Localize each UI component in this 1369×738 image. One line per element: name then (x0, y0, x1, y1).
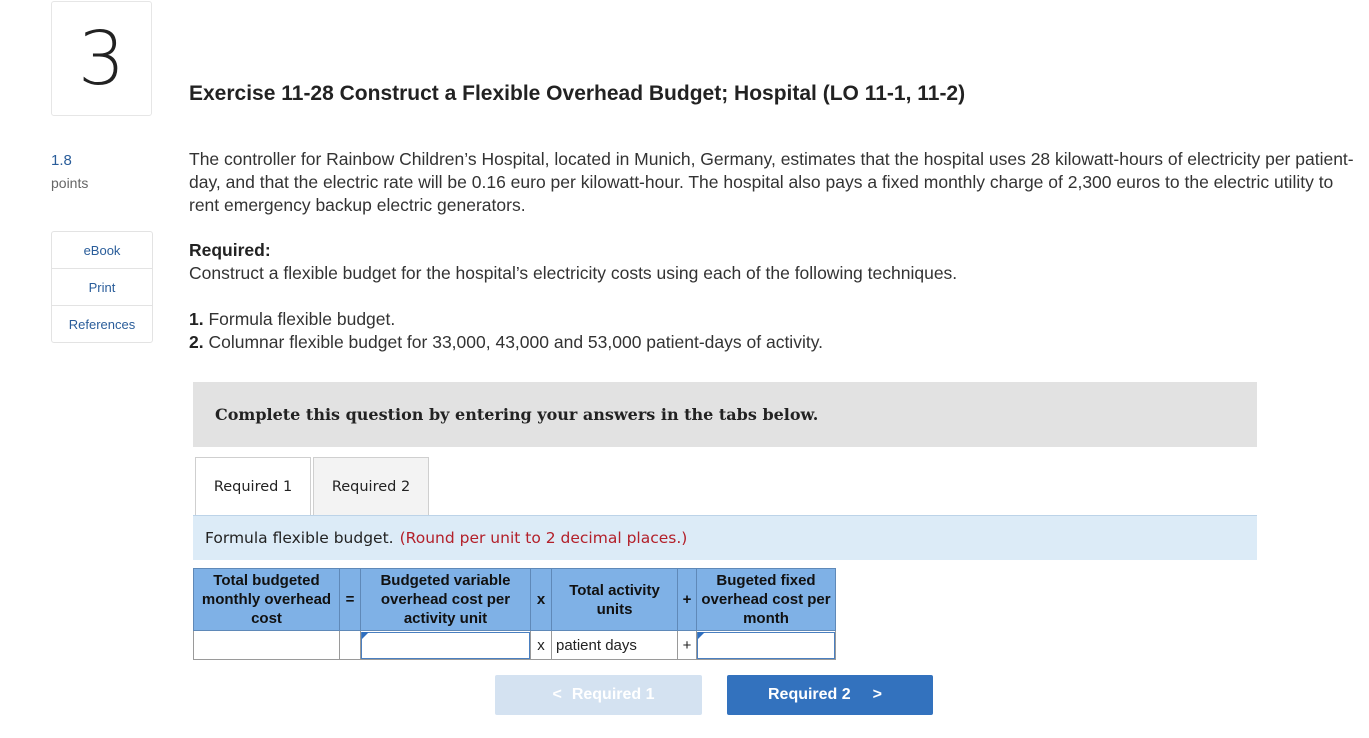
header-plus: + (678, 569, 697, 631)
requirement-text: Formula flexible budget. (208, 309, 396, 329)
header-equals: = (340, 569, 361, 631)
input-marker-icon (698, 632, 705, 639)
ebook-link[interactable]: eBook (52, 232, 152, 269)
problem-description: The controller for Rainbow Children’s Hospital, located in Munich, Germany, estimates that the hospital uses 28 kilowatt-hours of electricity per patient-day, and that the electric rate will be 0.16 euro per kilowatt-hour. The hospital also pays a fixed monthly charge of 2,300 euros to the electric utility to rent emergency backup electric generators. (189, 149, 1354, 215)
question-number: 3 (51, 1, 152, 116)
rounding-note: (Round per unit to 2 decimal places.) (399, 529, 688, 547)
tab-required-1[interactable]: Required 1 (195, 457, 311, 516)
next-tab-label: Required 2 (767, 686, 851, 703)
header-times: x (531, 569, 552, 631)
times-sign: x (531, 631, 552, 660)
header-variable-cost: Budgeted variable overhead cost per activity unit (361, 569, 531, 631)
required-heading: Required: (189, 240, 271, 260)
equals-cell (340, 631, 361, 660)
points-value: 1.8 (51, 152, 72, 169)
input-marker-icon (362, 632, 369, 639)
fixed-cost-input[interactable] (697, 632, 835, 659)
print-link[interactable]: Print (52, 269, 152, 306)
activity-units-label: patient days (552, 631, 678, 660)
requirement-text: Columnar flexible budget for 33,000, 43,000 and 53,000 patient-days of activity. (208, 332, 824, 352)
requirement-item-1 (189, 309, 395, 330)
table-row (194, 631, 836, 660)
variable-cost-input[interactable] (361, 632, 530, 659)
next-tab-button[interactable] (727, 675, 933, 715)
header-total-budgeted: Total budgeted monthly overhead cost (194, 569, 340, 631)
previous-tab-button[interactable] (495, 675, 702, 715)
fixed-cost-cell (697, 631, 836, 660)
points-label: points (51, 175, 89, 191)
header-fixed-cost: Bugeted fixed overhead cost per month (697, 569, 836, 631)
instructions-banner: Complete this question by entering your answers in the tabs below. (193, 382, 1257, 447)
chevron-right-icon: > (872, 686, 883, 703)
chevron-left-icon: < (552, 686, 562, 703)
tab-required-2[interactable]: Required 2 (313, 457, 429, 516)
formula-flexible-budget-table (193, 568, 836, 660)
total-budget-field (194, 632, 339, 659)
total-budget-cell (194, 631, 340, 660)
requirement-item-2 (189, 332, 823, 353)
instruction-text: Formula flexible budget. (205, 529, 394, 547)
requirement-number: 2. (189, 332, 204, 352)
resource-links (51, 231, 153, 343)
references-link[interactable]: References (68, 316, 136, 332)
header-activity-units: Total activity units (552, 569, 678, 631)
tab-instruction (193, 515, 1257, 560)
variable-cost-cell (361, 631, 531, 660)
requirement-number: 1. (189, 309, 204, 329)
previous-tab-label: Required 1 (571, 686, 655, 703)
table-header-row (194, 569, 836, 631)
required-text: Construct a flexible budget for the hospital’s electricity costs using each of the following techniques. (189, 263, 958, 283)
plus-sign: + (678, 631, 697, 660)
exercise-title: Exercise 11-28 Construct a Flexible Overhead Budget; Hospital (LO 11-1, 11-2) (189, 82, 966, 105)
